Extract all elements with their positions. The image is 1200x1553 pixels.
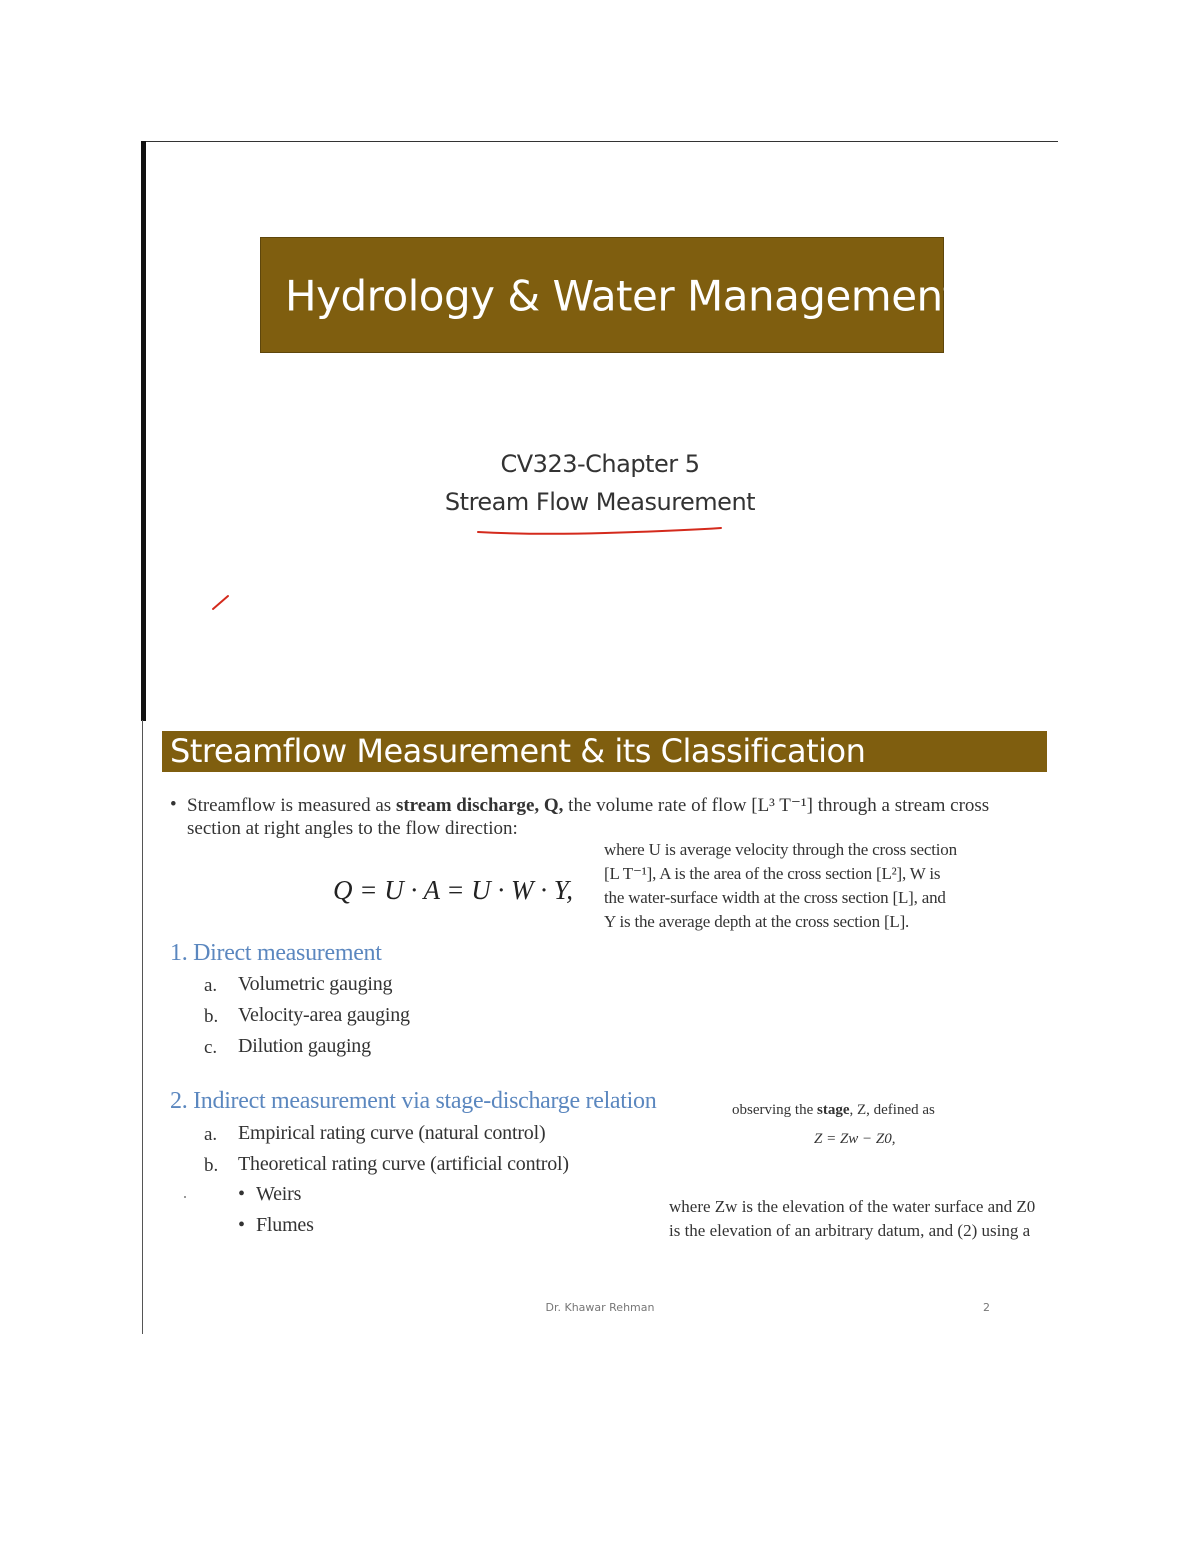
direct-measurement-heading: 1. Direct measurement xyxy=(170,940,382,966)
page-top-rule xyxy=(143,141,1058,142)
page-left-rule xyxy=(141,141,146,721)
slide-title: Hydrology & Water Management xyxy=(285,271,959,321)
where-line-4: Y is the average depth at the cross section [L]. xyxy=(604,912,910,931)
sub-list-item: Weirs xyxy=(256,1183,302,1205)
footer-page-number: 2 xyxy=(983,1301,990,1314)
title-banner xyxy=(260,237,959,353)
stage-post: , Z, defined as xyxy=(849,1102,935,1118)
list-item: Velocity-area gauging xyxy=(238,1004,410,1026)
list-letter: b. xyxy=(204,1155,219,1176)
list-letter: a. xyxy=(204,975,218,996)
course-subtitle: CV323-Chapter 5 xyxy=(500,450,700,478)
discharge-formula: Q = U · A = U · W · Y, xyxy=(333,875,573,905)
list-item: Dilution gauging xyxy=(238,1035,371,1057)
sub-bullet-marker: • xyxy=(238,1183,245,1205)
topic-subtitle: Stream Flow Measurement xyxy=(444,488,756,516)
list-item: Volumetric gauging xyxy=(238,973,393,995)
intro-post: the volume rate of flow [L³ T⁻¹] through a stream cross xyxy=(563,795,990,816)
stage-bold: stage xyxy=(816,1102,850,1118)
where-line-1: where U is average velocity through the cross section xyxy=(604,840,957,859)
red-underline-annotation xyxy=(475,525,725,539)
sub-bullet-marker: • xyxy=(238,1214,245,1236)
list-item: Theoretical rating curve (artificial control) xyxy=(238,1153,569,1175)
footer-author: Dr. Khawar Rehman xyxy=(545,1301,655,1314)
intro-line-1 xyxy=(187,794,989,817)
page-left-rule-thin xyxy=(142,720,143,1334)
stage-definition xyxy=(732,1102,935,1119)
section-title: Streamflow Measurement & its Classification xyxy=(170,732,866,770)
stage-pre: observing the xyxy=(732,1102,817,1118)
sub-list-item: Flumes xyxy=(256,1214,314,1236)
list-letter: a. xyxy=(204,1124,218,1145)
intro-line-2: section at right angles to the flow direction: xyxy=(187,818,518,839)
list-letter: c. xyxy=(204,1037,218,1058)
list-letter: b. xyxy=(204,1006,219,1027)
indirect-measurement-heading: 2. Indirect measurement via stage-discharge relation xyxy=(170,1088,657,1114)
intro-bold: stream discharge, Q, xyxy=(395,795,564,816)
list-item: Empirical rating curve (natural control) xyxy=(238,1122,546,1144)
stage-equation: Z = Zw − Z0, xyxy=(814,1131,896,1147)
zw-note-line-2: is the elevation of an arbitrary datum, and (2) using a xyxy=(669,1221,1031,1240)
bullet-marker: • xyxy=(170,794,177,815)
section-banner xyxy=(162,731,1047,772)
where-line-3: the water-surface width at the cross section [L], and xyxy=(604,888,946,907)
intro-pre: Streamflow is measured as xyxy=(187,795,396,816)
zw-note-line-1: where Zw is the elevation of the water surface and Z0 xyxy=(669,1197,1036,1216)
where-line-2: [L T⁻¹], A is the area of the cross section [L²], W is xyxy=(604,864,941,883)
red-tick-annotation xyxy=(210,592,232,612)
stray-dot xyxy=(184,1196,186,1198)
